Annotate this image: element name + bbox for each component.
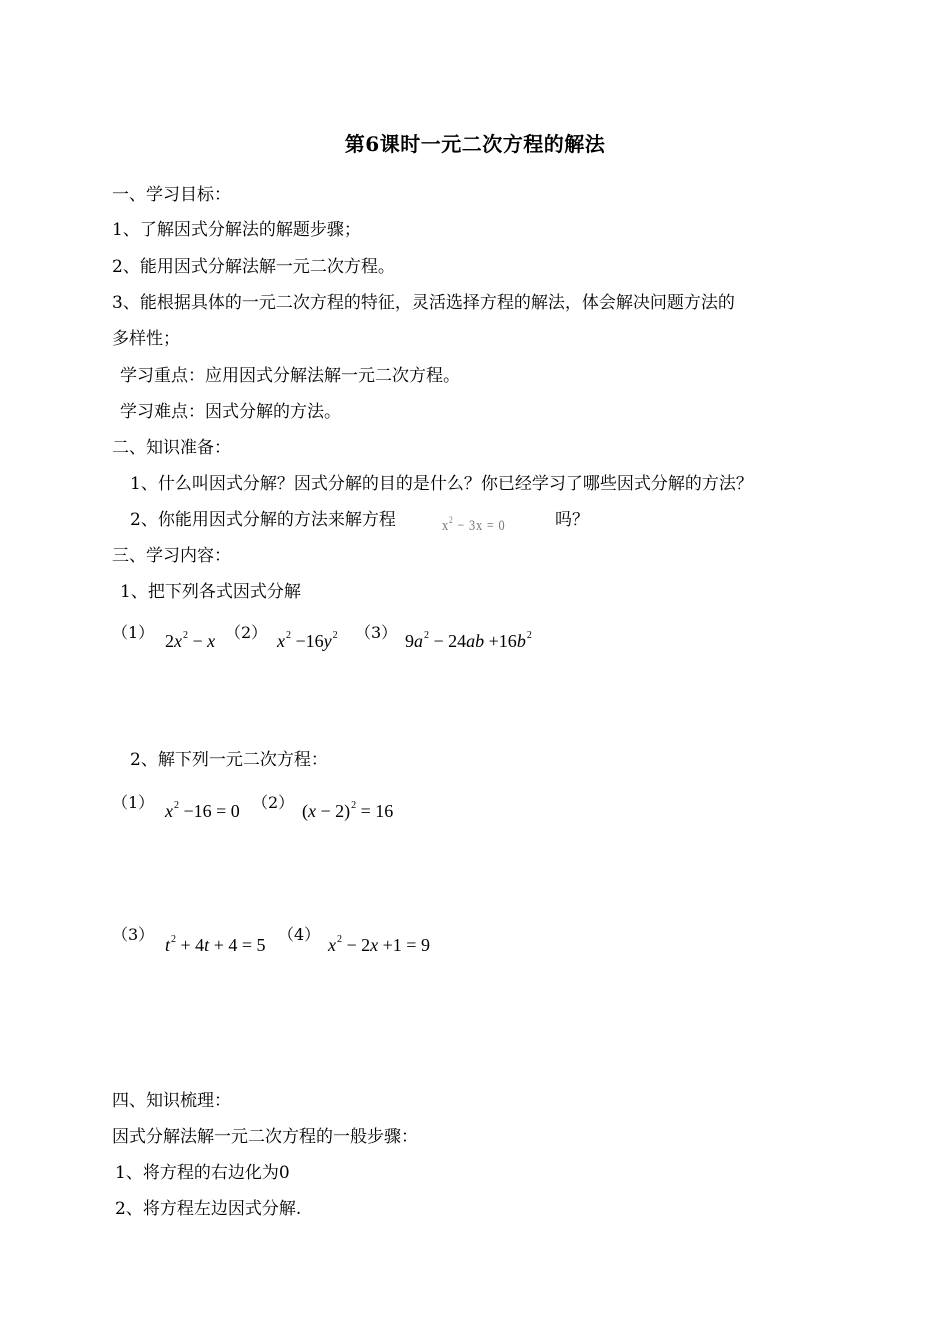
expression-1: $2x^2 - x$ bbox=[165, 630, 216, 651]
equation-2: $(x - 2)^2 = 16$ bbox=[302, 800, 394, 821]
objectives-heading: 一、学习目标： bbox=[112, 185, 231, 205]
page-title: 第6课时一元二次方程的解法 bbox=[344, 132, 606, 156]
objective-item: 1、了解因式分解法的解题步骤； bbox=[112, 220, 361, 240]
equation-4: $x^2 - 2x +1 = 9$ bbox=[328, 934, 430, 955]
preparation-question-1: 1、什么叫因式分解？因式分解的目的是什么？你已经学习了哪些因式分解的方法？ bbox=[130, 474, 753, 494]
preparation-question-2: 2、你能用因式分解的方法来解方程 bbox=[130, 510, 396, 530]
objective-item: 3、能根据具体的一元二次方程的特征，灵活选择方程的解法，体会解决问题方法的 bbox=[112, 293, 735, 313]
task-1: 1、把下列各式因式分解 bbox=[120, 582, 301, 602]
equation-3: $t^2 + 4t + 4 = 5$ bbox=[165, 934, 266, 955]
objective-item: 多样性； bbox=[112, 329, 180, 349]
difficulty: 学习难点：因式分解的方法。 bbox=[120, 402, 341, 422]
task2-label-1: （1） bbox=[112, 793, 155, 812]
summary-intro: 因式分解法解一元二次方程的一般步骤： bbox=[112, 1127, 418, 1147]
task2-label-3: （3） bbox=[112, 925, 155, 944]
expression-2: $x^2 -16y^2$ bbox=[277, 630, 338, 651]
preparation-question-2-suffix: 吗？ bbox=[555, 510, 589, 530]
summary-heading: 四、知识梳理： bbox=[112, 1091, 231, 1111]
preparation-heading: 二、知识准备： bbox=[112, 438, 231, 458]
key-point: 学习重点：应用因式分解法解一元二次方程。 bbox=[120, 366, 460, 386]
expression-3: $9a^2 - 24ab +16b^2$ bbox=[405, 630, 532, 651]
content-heading: 三、学习内容： bbox=[112, 546, 231, 566]
summary-step: 1、将方程的右边化为0 bbox=[115, 1163, 290, 1183]
task1-label-1: （1） bbox=[112, 623, 155, 642]
task1-label-3: （3） bbox=[355, 623, 398, 642]
summary-step: 2、将方程左边因式分解. bbox=[115, 1199, 302, 1219]
equation-1: $x^2 -16 = 0$ bbox=[165, 800, 240, 821]
equation-image: $x^2 - 3x = 0$ bbox=[442, 515, 506, 534]
task-2: 2、解下列一元二次方程： bbox=[130, 750, 328, 770]
task1-label-2: （2） bbox=[225, 623, 268, 642]
task2-label-4: （4） bbox=[278, 925, 321, 944]
objective-item: 2、能用因式分解法解一元二次方程。 bbox=[112, 257, 395, 277]
task2-label-2: （2） bbox=[252, 793, 295, 812]
